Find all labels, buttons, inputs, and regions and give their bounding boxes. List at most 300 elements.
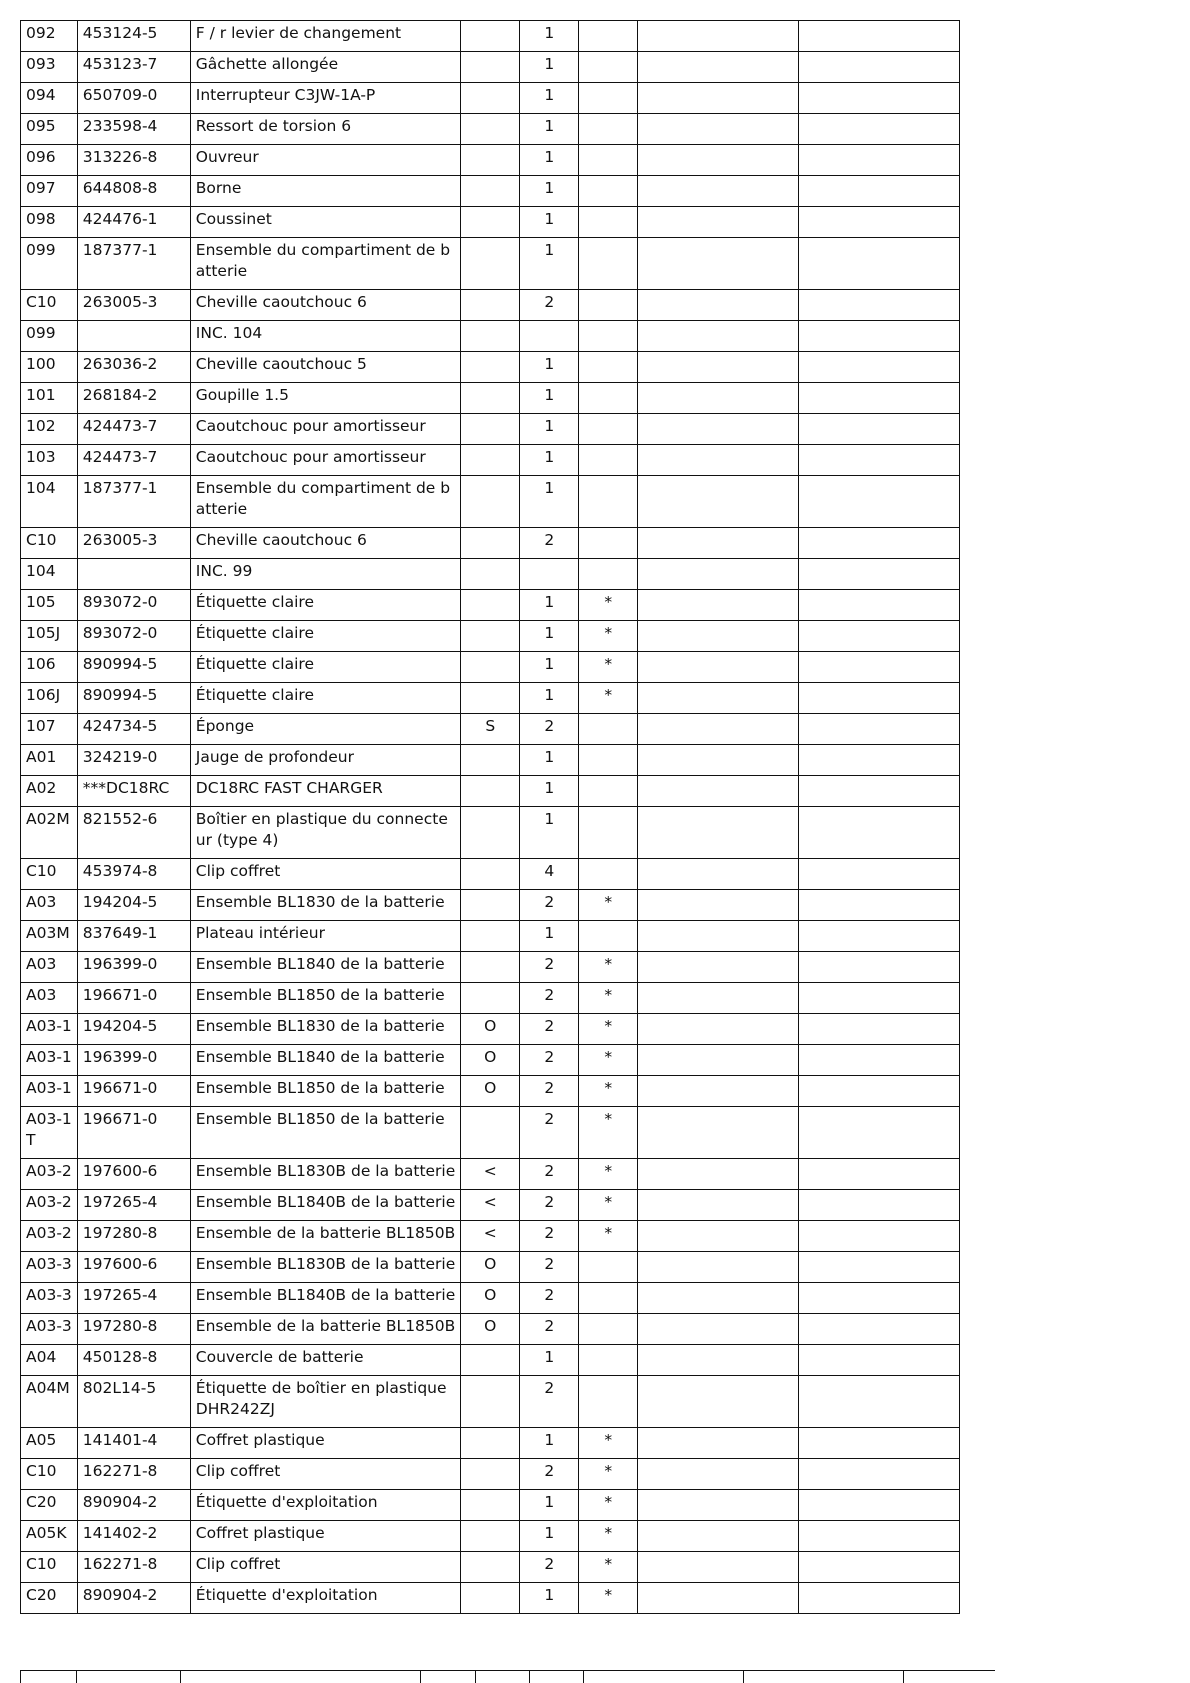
description-cell: Ensemble de la batterie BL1850B — [190, 1314, 461, 1345]
qty-cell: 2 — [520, 1190, 579, 1221]
star-cell: * — [579, 1490, 638, 1521]
note-cell: O — [461, 1314, 520, 1345]
description-cell: Couvercle de batterie — [190, 1345, 461, 1376]
blank-cell-1 — [638, 383, 799, 414]
blank-cell-2 — [799, 52, 960, 83]
table-row — [21, 321, 960, 352]
blank-cell-1 — [638, 1583, 799, 1614]
part-no-cell: 197280-8 — [77, 1314, 190, 1345]
star-cell — [579, 290, 638, 321]
blank-cell-1 — [638, 1252, 799, 1283]
qty-cell: 2 — [520, 1045, 579, 1076]
blank-cell-1 — [638, 1376, 799, 1428]
part-no-cell: 194204-5 — [77, 890, 190, 921]
part-no-cell: 890994-5 — [77, 652, 190, 683]
table-row — [21, 1076, 960, 1107]
note-cell — [461, 776, 520, 807]
part-no-cell: 837649-1 — [77, 921, 190, 952]
blank-cell-1 — [638, 621, 799, 652]
description-cell: Étiquette claire — [190, 590, 461, 621]
part-no-cell: 141401-4 — [77, 1428, 190, 1459]
star-cell: * — [579, 1428, 638, 1459]
part-no-cell: 644808-8 — [77, 176, 190, 207]
ref-no-cell: 099 — [21, 238, 78, 290]
ref-no-cell: A03-1 — [21, 1076, 78, 1107]
star-cell — [579, 776, 638, 807]
note-cell — [461, 383, 520, 414]
description-cell: Étiquette d'exploitation — [190, 1490, 461, 1521]
description-cell: Borne — [190, 176, 461, 207]
table-row — [21, 290, 960, 321]
part-no-cell: 890904-2 — [77, 1490, 190, 1521]
blank-cell-2 — [799, 176, 960, 207]
ref-no-cell: 102 — [21, 414, 78, 445]
qty-cell: 1 — [520, 745, 579, 776]
blank-cell-1 — [638, 1076, 799, 1107]
star-cell: * — [579, 683, 638, 714]
qty-cell: 1 — [520, 445, 579, 476]
qty-cell: 2 — [520, 952, 579, 983]
table-row — [21, 145, 960, 176]
blank-cell-2 — [799, 776, 960, 807]
part-no-cell: 453974-8 — [77, 859, 190, 890]
blank-cell-2 — [799, 1314, 960, 1345]
blank-cell-2 — [799, 890, 960, 921]
blank-cell-1 — [638, 776, 799, 807]
ref-no-cell: 106J — [21, 683, 78, 714]
blank-cell-2 — [799, 476, 960, 528]
description-cell: Ensemble BL1850 de la batterie — [190, 1107, 461, 1159]
blank-cell-1 — [638, 528, 799, 559]
qty-cell: 2 — [520, 1314, 579, 1345]
blank-cell-1 — [638, 1107, 799, 1159]
blank-cell-1 — [638, 1221, 799, 1252]
blank-cell-1 — [638, 52, 799, 83]
qty-cell: 1 — [520, 83, 579, 114]
qty-cell: 1 — [520, 776, 579, 807]
star-cell — [579, 745, 638, 776]
star-cell — [579, 1345, 638, 1376]
description-cell: Goupille 1.5 — [190, 383, 461, 414]
table-row — [21, 528, 960, 559]
note-cell — [461, 476, 520, 528]
qty-cell: 1 — [520, 383, 579, 414]
part-no-cell: ***DC18RC — [77, 776, 190, 807]
description-cell: Caoutchouc pour amortisseur — [190, 414, 461, 445]
part-no-cell: 197265-4 — [77, 1283, 190, 1314]
note-cell — [461, 21, 520, 52]
description-cell: Ensemble BL1840 de la batterie — [190, 952, 461, 983]
blank-cell-1 — [638, 1428, 799, 1459]
table-row — [21, 1283, 960, 1314]
description-cell: Étiquette claire — [190, 683, 461, 714]
ref-no-cell: 103 — [21, 445, 78, 476]
blank-cell-2 — [799, 1159, 960, 1190]
description-cell: Étiquette claire — [190, 621, 461, 652]
table-row — [21, 83, 960, 114]
description-cell: Ressort de torsion 6 — [190, 114, 461, 145]
qty-cell — [520, 321, 579, 352]
qty-cell: 2 — [520, 1159, 579, 1190]
note-cell: < — [461, 1159, 520, 1190]
star-cell — [579, 445, 638, 476]
table-row — [21, 652, 960, 683]
star-cell — [579, 321, 638, 352]
blank-cell-1 — [638, 983, 799, 1014]
ref-no-cell: 098 — [21, 207, 78, 238]
ref-no-cell: A02M — [21, 807, 78, 859]
blank-cell-2 — [799, 621, 960, 652]
star-cell — [579, 52, 638, 83]
blank-cell-2 — [799, 83, 960, 114]
ref-no-cell: 099 — [21, 321, 78, 352]
part-no-cell: 187377-1 — [77, 476, 190, 528]
star-cell — [579, 83, 638, 114]
star-cell — [579, 238, 638, 290]
table-row — [21, 1376, 960, 1428]
blank-cell-1 — [638, 745, 799, 776]
note-cell — [461, 807, 520, 859]
star-cell — [579, 1376, 638, 1428]
qty-cell: 2 — [520, 983, 579, 1014]
blank-cell-2 — [799, 1283, 960, 1314]
ref-no-cell: A02 — [21, 776, 78, 807]
ref-no-cell: 100 — [21, 352, 78, 383]
table-row — [21, 383, 960, 414]
description-cell: Étiquette d'exploitation — [190, 1583, 461, 1614]
part-no-cell: 196671-0 — [77, 1107, 190, 1159]
description-cell: F / r levier de changement — [190, 21, 461, 52]
ref-no-cell: A05 — [21, 1428, 78, 1459]
star-cell: * — [579, 1583, 638, 1614]
qty-cell: 1 — [520, 207, 579, 238]
blank-cell-1 — [638, 176, 799, 207]
qty-cell: 1 — [520, 352, 579, 383]
blank-cell-2 — [799, 528, 960, 559]
ref-no-cell: 105 — [21, 590, 78, 621]
part-no-cell: 450128-8 — [77, 1345, 190, 1376]
description-cell: Clip coffret — [190, 859, 461, 890]
note-cell — [461, 1459, 520, 1490]
part-no-cell: 187377-1 — [77, 238, 190, 290]
blank-cell-1 — [638, 652, 799, 683]
description-cell: Étiquette claire — [190, 652, 461, 683]
note-cell — [461, 621, 520, 652]
table-row — [21, 1014, 960, 1045]
table-row — [21, 921, 960, 952]
blank-cell-2 — [799, 683, 960, 714]
star-cell — [579, 559, 638, 590]
blank-cell-1 — [638, 476, 799, 528]
note-cell — [461, 1583, 520, 1614]
blank-cell-2 — [799, 559, 960, 590]
blank-cell-1 — [638, 1045, 799, 1076]
blank-cell-2 — [799, 1376, 960, 1428]
star-cell — [579, 352, 638, 383]
blank-cell-2 — [799, 1045, 960, 1076]
description-cell: Ensemble BL1830 de la batterie — [190, 1014, 461, 1045]
star-cell — [579, 1252, 638, 1283]
part-no-cell: 196399-0 — [77, 952, 190, 983]
description-cell: Interrupteur C3JW-1A-P — [190, 83, 461, 114]
description-cell: Cheville caoutchouc 5 — [190, 352, 461, 383]
qty-cell: 1 — [520, 1521, 579, 1552]
note-cell — [461, 352, 520, 383]
ref-no-cell: A03 — [21, 983, 78, 1014]
qty-cell: 2 — [520, 714, 579, 745]
table-row — [21, 1252, 960, 1283]
blank-cell-2 — [799, 445, 960, 476]
blank-cell-1 — [638, 1283, 799, 1314]
part-no-cell: 893072-0 — [77, 621, 190, 652]
note-cell: O — [461, 1014, 520, 1045]
description-cell: Ensemble du compartiment de batterie — [190, 476, 461, 528]
part-no-cell: 424476-1 — [77, 207, 190, 238]
blank-cell-2 — [799, 352, 960, 383]
blank-cell-2 — [799, 983, 960, 1014]
qty-cell: 1 — [520, 590, 579, 621]
table-row — [21, 983, 960, 1014]
description-cell: Clip coffret — [190, 1459, 461, 1490]
table-row — [21, 890, 960, 921]
description-cell: Caoutchouc pour amortisseur — [190, 445, 461, 476]
description-cell: Ensemble BL1840B de la batterie — [190, 1283, 461, 1314]
ref-no-cell: 094 — [21, 83, 78, 114]
table-row — [21, 745, 960, 776]
table-row — [21, 559, 960, 590]
table-row — [21, 590, 960, 621]
ref-no-cell: 101 — [21, 383, 78, 414]
ref-no-cell: A03-2 — [21, 1190, 78, 1221]
table-row — [21, 1490, 960, 1521]
star-cell — [579, 1314, 638, 1345]
table-row — [21, 445, 960, 476]
blank-cell-1 — [638, 683, 799, 714]
note-cell — [461, 290, 520, 321]
blank-cell-1 — [638, 1459, 799, 1490]
table-row — [21, 238, 960, 290]
note-cell: O — [461, 1045, 520, 1076]
description-cell: Éponge — [190, 714, 461, 745]
star-cell: * — [579, 1045, 638, 1076]
ref-no-cell: 106 — [21, 652, 78, 683]
note-cell — [461, 652, 520, 683]
blank-cell-2 — [799, 321, 960, 352]
star-cell: * — [579, 1221, 638, 1252]
ref-no-cell: A04M — [21, 1376, 78, 1428]
ref-no-cell: A03-2 — [21, 1221, 78, 1252]
qty-cell: 1 — [520, 1428, 579, 1459]
part-no-cell: 196671-0 — [77, 983, 190, 1014]
table-row — [21, 1045, 960, 1076]
part-no-cell: 453123-7 — [77, 52, 190, 83]
blank-cell-2 — [799, 1583, 960, 1614]
table-row — [21, 21, 960, 52]
part-no-cell: 324219-0 — [77, 745, 190, 776]
part-no-cell: 263005-3 — [77, 528, 190, 559]
note-cell — [461, 1552, 520, 1583]
blank-cell-2 — [799, 859, 960, 890]
blank-cell-2 — [799, 1252, 960, 1283]
note-cell — [461, 321, 520, 352]
qty-cell: 1 — [520, 414, 579, 445]
blank-cell-2 — [799, 1552, 960, 1583]
qty-cell: 2 — [520, 1221, 579, 1252]
note-cell — [461, 859, 520, 890]
description-cell: Coussinet — [190, 207, 461, 238]
ref-no-cell: A03 — [21, 890, 78, 921]
ref-no-cell: A03-1 — [21, 1045, 78, 1076]
note-cell — [461, 445, 520, 476]
table-row — [21, 414, 960, 445]
blank-cell-1 — [638, 21, 799, 52]
star-cell: * — [579, 1107, 638, 1159]
star-cell — [579, 145, 638, 176]
description-cell: Cheville caoutchouc 6 — [190, 290, 461, 321]
ref-no-cell: 107 — [21, 714, 78, 745]
ref-no-cell: C10 — [21, 1552, 78, 1583]
star-cell — [579, 921, 638, 952]
blank-cell-2 — [799, 1345, 960, 1376]
ref-no-cell: 104 — [21, 559, 78, 590]
blank-cell-1 — [638, 114, 799, 145]
part-no-cell: 821552-6 — [77, 807, 190, 859]
ref-no-cell: A03M — [21, 921, 78, 952]
note-cell — [461, 528, 520, 559]
note-cell: < — [461, 1221, 520, 1252]
part-no-cell: 196399-0 — [77, 1045, 190, 1076]
blank-cell-2 — [799, 238, 960, 290]
blank-cell-1 — [638, 559, 799, 590]
qty-cell: 1 — [520, 476, 579, 528]
part-no-cell: 424734-5 — [77, 714, 190, 745]
blank-cell-2 — [799, 1459, 960, 1490]
blank-cell-1 — [638, 445, 799, 476]
qty-cell: 1 — [520, 1583, 579, 1614]
blank-cell-2 — [799, 290, 960, 321]
star-cell — [579, 476, 638, 528]
description-cell: Ensemble BL1830 de la batterie — [190, 890, 461, 921]
description-cell: Coffret plastique — [190, 1521, 461, 1552]
ref-no-cell: A01 — [21, 745, 78, 776]
note-cell — [461, 238, 520, 290]
ref-no-cell: A04 — [21, 1345, 78, 1376]
star-cell — [579, 414, 638, 445]
star-cell: * — [579, 890, 638, 921]
qty-cell: 1 — [520, 621, 579, 652]
table-row — [21, 1159, 960, 1190]
note-cell: O — [461, 1076, 520, 1107]
blank-cell-1 — [638, 1014, 799, 1045]
part-no-cell: 890904-2 — [77, 1583, 190, 1614]
table-row — [21, 1459, 960, 1490]
star-cell — [579, 114, 638, 145]
part-no-cell: 263036-2 — [77, 352, 190, 383]
blank-cell-1 — [638, 414, 799, 445]
description-cell: Ouvreur — [190, 145, 461, 176]
blank-cell-1 — [638, 714, 799, 745]
blank-cell-1 — [638, 921, 799, 952]
description-cell: Ensemble BL1830B de la batterie — [190, 1159, 461, 1190]
table-row — [21, 176, 960, 207]
note-cell — [461, 1521, 520, 1552]
blank-cell-1 — [638, 238, 799, 290]
star-cell: * — [579, 652, 638, 683]
blank-cell-2 — [799, 1107, 960, 1159]
blank-cell-2 — [799, 207, 960, 238]
blank-cell-2 — [799, 714, 960, 745]
blank-cell-1 — [638, 1159, 799, 1190]
description-cell: Boîtier en plastique du connecteur (type 4) — [190, 807, 461, 859]
blank-cell-1 — [638, 590, 799, 621]
part-no-cell: 424473-7 — [77, 445, 190, 476]
note-cell — [461, 145, 520, 176]
ref-no-cell: A03-1 — [21, 1014, 78, 1045]
ref-no-cell: C10 — [21, 290, 78, 321]
ref-no-cell: A03-3 — [21, 1252, 78, 1283]
note-cell — [461, 52, 520, 83]
blank-cell-1 — [638, 352, 799, 383]
blank-cell-1 — [638, 1314, 799, 1345]
ref-no-cell: 104 — [21, 476, 78, 528]
note-cell — [461, 207, 520, 238]
part-no-cell — [77, 559, 190, 590]
ref-no-cell: A03 — [21, 952, 78, 983]
blank-cell-2 — [799, 414, 960, 445]
description-cell: Clip coffret — [190, 1552, 461, 1583]
blank-cell-2 — [799, 590, 960, 621]
blank-cell-1 — [638, 952, 799, 983]
qty-cell: 1 — [520, 21, 579, 52]
part-no-cell: 313226-8 — [77, 145, 190, 176]
part-no-cell: 802L14-5 — [77, 1376, 190, 1428]
ref-no-cell: 096 — [21, 145, 78, 176]
description-cell: Ensemble BL1840B de la batterie — [190, 1190, 461, 1221]
qty-cell: 2 — [520, 1252, 579, 1283]
qty-cell: 2 — [520, 1283, 579, 1314]
parts-table-body — [21, 21, 960, 1614]
table-row — [21, 1190, 960, 1221]
ref-no-cell: 105J — [21, 621, 78, 652]
star-cell — [579, 383, 638, 414]
qty-cell: 1 — [520, 1345, 579, 1376]
star-cell — [579, 176, 638, 207]
note-cell — [461, 83, 520, 114]
blank-cell-2 — [799, 114, 960, 145]
part-no-cell: 197600-6 — [77, 1159, 190, 1190]
description-cell: Ensemble BL1850 de la batterie — [190, 1076, 461, 1107]
blank-cell-1 — [638, 1345, 799, 1376]
note-cell — [461, 114, 520, 145]
table-row — [21, 1521, 960, 1552]
ref-no-cell: 097 — [21, 176, 78, 207]
ref-no-cell: A03-3 — [21, 1283, 78, 1314]
qty-cell: 1 — [520, 176, 579, 207]
description-cell: INC. 104 — [190, 321, 461, 352]
qty-cell: 2 — [520, 890, 579, 921]
note-cell — [461, 745, 520, 776]
ref-no-cell: 092 — [21, 21, 78, 52]
qty-cell: 2 — [520, 1076, 579, 1107]
part-no-cell: 263005-3 — [77, 290, 190, 321]
blank-cell-1 — [638, 321, 799, 352]
table-row — [21, 1552, 960, 1583]
part-no-cell: 141402-2 — [77, 1521, 190, 1552]
table-row — [21, 859, 960, 890]
blank-cell-2 — [799, 921, 960, 952]
part-no-cell: 197265-4 — [77, 1190, 190, 1221]
description-cell: Jauge de profondeur — [190, 745, 461, 776]
